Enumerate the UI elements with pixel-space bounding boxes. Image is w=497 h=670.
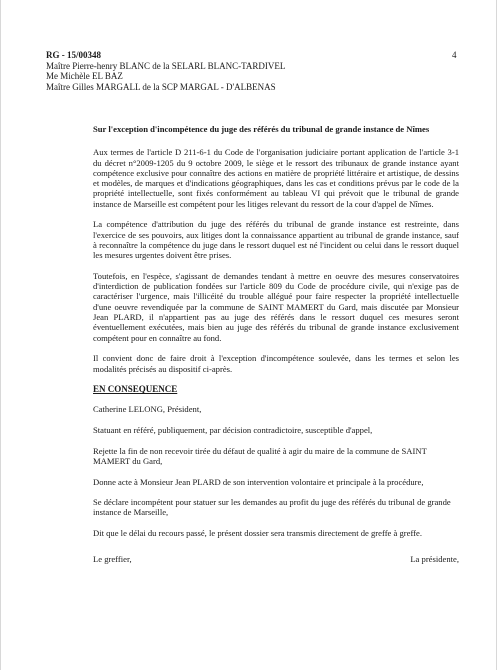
decision-item: Donne acte à Monsieur Jean PLARD de son intervention volontaire et principale à la procédure, — [93, 476, 424, 487]
page-number: 4 — [452, 50, 457, 60]
header-line: Me Michèle EL BAZ — [46, 71, 123, 81]
paragraph: Aux termes de l'article D 211-6-1 du Code de l'organisation judiciaire portant application de l'article 3-1 du décret n°2009-1205 du 9 octobre 2009, le siège et le ressort des tribunaux de grande instance ayant compétence exclusive pour connaître des actions en matière de propriété littéraire et artistique, de dessins et modèles, de marques et d'indications géographiques, dans les cas et conditions prévus par le code de la propriété intellectuelle, sont fixés conformément au tableau VI qui prévoit que le tribunal de grande instance de Marseille est compétent pour les litiges relevant du ressort de la cour d'appel de Nîmes. — [93, 147, 459, 209]
decision-item: Dit que le délai du recours passé, le présent dossier sera transmis directement de greffe à greffe. — [93, 527, 422, 538]
header-line: Maître Pierre-henry BLANC de la SELARL BLANC-TARDIVEL — [46, 60, 286, 71]
decision-item: Rejette la fin de non recevoir tirée du défaut de qualité à agir du maire de la commune de SAINT MAMERT du Gard, — [93, 445, 427, 466]
paragraph: Il convient donc de faire droit à l'exception d'incompétence soulevée, dans les termes et selon les modalités précisés au dispositif ci-après. — [93, 353, 459, 374]
signature-row — [93, 554, 459, 564]
decision-item: Statuant en référé, publiquement, par décision contradictoire, susceptible d'appel, — [93, 425, 373, 436]
signature-greffier: Le greffier, — [93, 554, 132, 565]
signature-presidente: La présidente, — [410, 554, 459, 565]
section-heading: Sur l'exception d'incompétence du juge des référés du tribunal de grande instance de Nîmes — [93, 124, 430, 134]
document-header — [46, 50, 285, 92]
decision-item: Se déclare incompétent pour statuer sur les demandes au profit du juge des référés du tribunal de grande instance de Marseille, — [93, 497, 451, 518]
case-reference: RG - 15/00348 — [46, 50, 101, 60]
paragraph: La compétence d'attribution du juge des référés du tribunal de grande instance est restreinte, dans l'exercice de ses pouvoirs, aux litiges dont la connaissance appartient au tribunal de grande instance, sauf à reconnaître la compétence du juge dans le ressort duquel est né l'incident ou celui dans le ressort duquel les mesures urgentes doivent être prises. — [93, 219, 459, 261]
decision-item: Catherine LELONG, Président, — [93, 404, 202, 415]
paragraph: Toutefois, en l'espèce, s'agissant de demandes tendant à mettre en oeuvre des mesures conservatoires d'interdiction de publication fondées sur l'article 809 du Code de procédure civile, qui n'exige pas de caractériser l'urgence, mais l'illicéité du trouble allégué pour faire respecter la propriété intellectuelle d'une oeuvre revendiquée par la commune de SAINT MAMERT du Gard, mais discutée par Monsieur Jean PLARD, il n'appartient pas au juge des référés dans le ressort duquel ces mesures seront éventuellement exécutées, mais bien au juge des référés du tribunal de grande instance exclusivement compétent pour en connaître au fond. — [93, 270, 459, 343]
document-body — [93, 124, 459, 565]
header-line: Maître Gilles MARGALL de la SCP MARGAL - D'ALBENAS — [46, 81, 276, 92]
conseq-heading: EN CONSEQUENCE — [93, 384, 178, 395]
